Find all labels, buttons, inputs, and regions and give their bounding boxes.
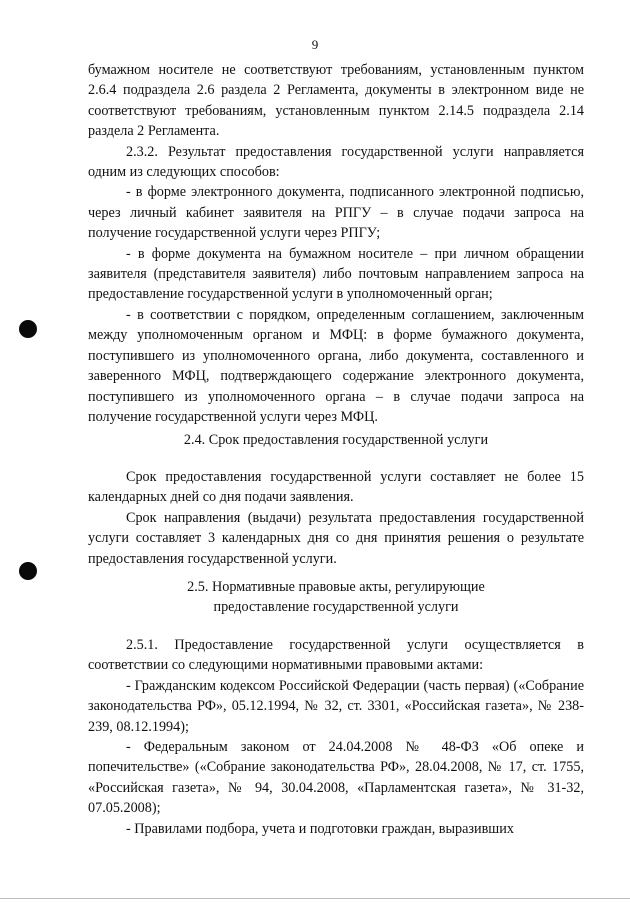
list-item: - в форме документа на бумажном носителе – при личном обращении заявителя (представителя заявителя) либо почтовым направлением запроса на предоставление государственной услуги в уполномоченный орган; xyxy=(88,245,584,303)
paragraph: бумажном носителе не соответствуют требованиям, установленным пунктом 2.6.4 подраздела 2.6 раздела 2 Регламента, документы в электронном виде не соответствуют требованиям, установленным пунктом 2.14.5 подраздела 2.14 раздела 2 Регламента. xyxy=(88,62,584,140)
list-item: - Гражданским кодексом Российской Федерации (часть первая) («Собрание законодательства РФ», 05.12.1994, № 32, ст. 3301, «Российская газета», № 238-239, 08.12.1994); xyxy=(88,677,584,735)
paragraph: 2.3.2. Результат предоставления государственной услуги направляется одним из следующих способов: xyxy=(88,143,584,181)
block-result-methods xyxy=(88,60,584,427)
list-item: - Правилами подбора, учета и подготовки граждан, выразивших xyxy=(126,820,514,837)
page-number: 9 xyxy=(311,37,319,52)
section-2-4-body xyxy=(88,467,584,569)
paragraph: 2.5.1. Предоставление государственной услуги осуществляется в соответствии со следующими нормативными правовыми актами: xyxy=(88,637,584,674)
section-heading-line2: предоставление государственной услуги xyxy=(213,599,459,616)
paragraph: Срок предоставления государственной услуги составляет не более 15 календарных дней со дня подачи заявления. xyxy=(88,469,584,506)
list-item: - в форме электронного документа, подписанного электронной подписью, через личный кабинет заявителя на РПГУ – в случае подачи запроса на получение государственной услуги через РПГУ; xyxy=(88,184,584,242)
list-item: - в соответствии с порядком, определенным соглашением, заключенным между уполномоченным органом и МФЦ: в форме бумажного документа, поступившего из уполномоченного органа, либо документа, составленного и заверенного МФЦ, подтверждающего содержание электронного документа, поступившего из уполномоченного органа – в случае подачи запроса на получение государственной услуги через МФЦ. xyxy=(88,306,584,425)
punch-hole-top xyxy=(19,320,37,338)
paragraph: Срок направления (выдачи) результата предоставления государственной услуги составляет 3 календарных дня со дня принятия решения о результате предоставления государственной услуги. xyxy=(88,509,584,567)
section-2-4 xyxy=(88,430,584,450)
scan-edge-line xyxy=(0,898,630,899)
section-heading-line1: 2.5. Нормативные правовые акты, регулирующие xyxy=(187,579,485,595)
section-2-5-body xyxy=(88,635,584,839)
section-2-5-heading xyxy=(88,577,584,618)
punch-hole-bottom xyxy=(19,562,37,580)
list-item: - Федеральным законом от 24.04.2008 № 48-ФЗ «Об опеке и попечительстве» («Собрание законодательства РФ», 28.04.2008, № 17, ст. 1755, «Российская газета», № 94, 30.04.2008, «Парламентская газета», № 31-32, 07.05.2008); xyxy=(88,739,584,817)
section-heading: 2.4. Срок предоставления государственной услуги xyxy=(183,432,489,448)
